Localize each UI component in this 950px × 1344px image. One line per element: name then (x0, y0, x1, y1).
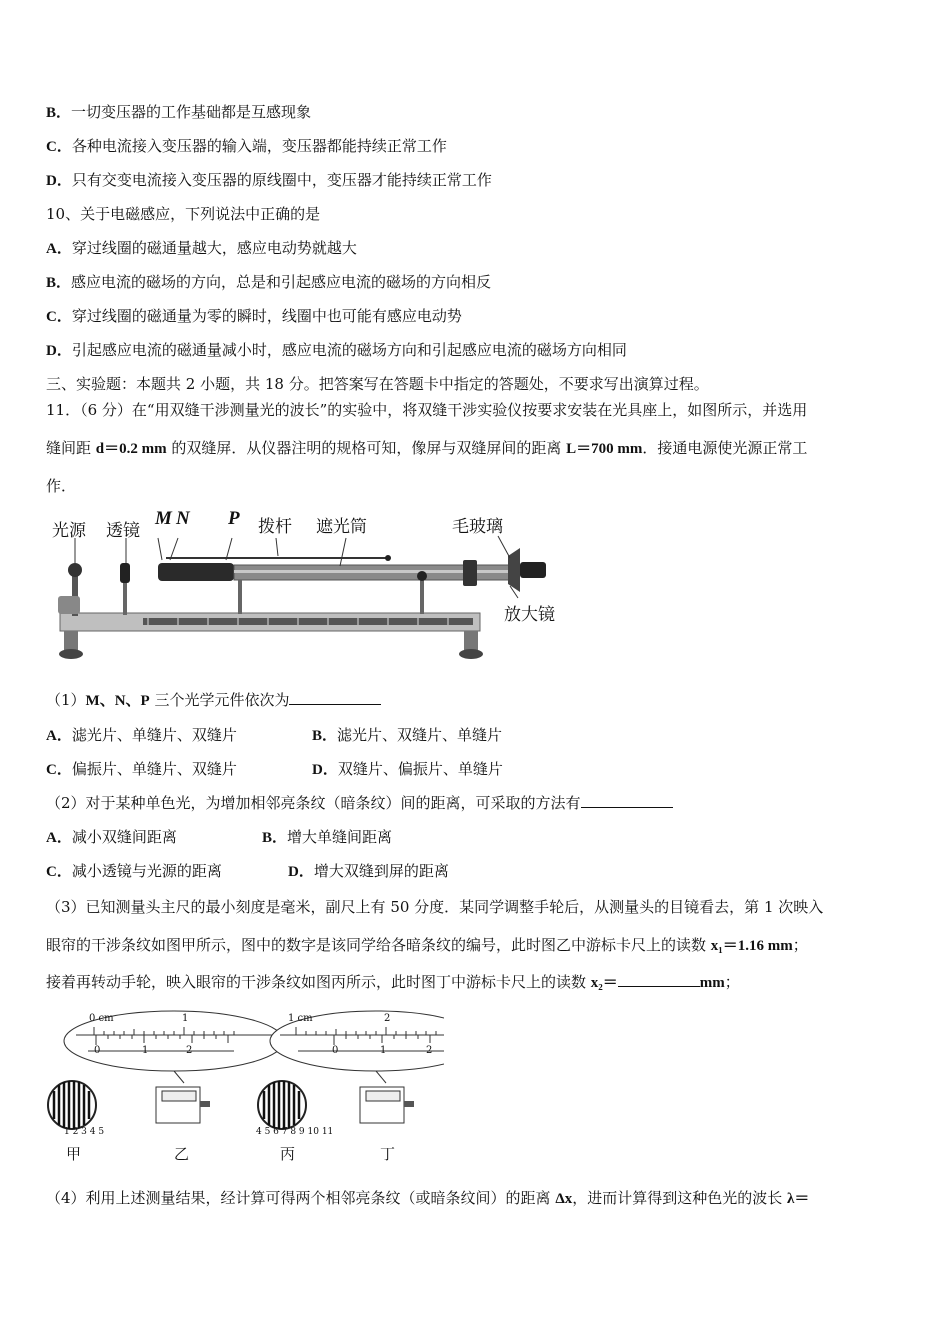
label-frosted-glass: 毛玻璃 (452, 517, 503, 537)
lens (120, 563, 130, 583)
label-light-source: 光源 (52, 521, 86, 541)
ding-vernier-0: 0 (332, 1045, 339, 1056)
yi-vernier-1: 1 (142, 1045, 149, 1056)
caption-ding: 丁 (380, 1145, 396, 1163)
label-P: P (228, 508, 240, 529)
q9-option-c: C．各种电流接入变压器的输入端，变压器都能持续正常工作 (46, 137, 447, 155)
q10-option-a: A．穿过线圈的磁通量越大，感应电动势就越大 (46, 239, 357, 257)
section-3-header: 三、实验题：本题共 2 小题，共 18 分。把答案写在答题卡中指定的答题处，不要求写出演算过程。 (46, 375, 709, 393)
yi-main-unit: 0 cm (89, 1013, 114, 1024)
label-N: N (176, 508, 190, 529)
ding-vernier-1: 1 (380, 1045, 387, 1056)
label-light-tube: 遮光筒 (316, 517, 367, 537)
q11-sub1-option-b: B．滤光片、双缝片、单缝片 (312, 726, 503, 744)
filter-holder (158, 563, 234, 581)
yi-vernier-2: 2 (186, 1045, 193, 1056)
q10-option-b: B．感应电流的磁场的方向，总是和引起感应电流的磁场的方向相反 (46, 273, 492, 291)
q11-sub1-option-a: A．滤光片、单缝片、双缝片 (46, 726, 237, 744)
q10-stem: 10、关于电磁感应，下列说法中正确的是 (46, 205, 321, 223)
q11-sub2-option-c: C．减小透镜与光源的距离 (46, 862, 222, 880)
q11-sub3-line1: （3）已知测量头主尺的最小刻度是毫米，副尺上有 50 分度．某同学调整手轮后，从测量头的目镜看去，第 1 次映入 (46, 898, 824, 916)
q11-stem-line1: 11．（6 分）在“用双缝干涉测量光的波长”的实验中，将双缝干涉实验仪按要求安装在光具座上，如图所示，并选用 (46, 401, 808, 419)
q11-sub2-option-b: B．增大单缝间距离 (262, 828, 393, 846)
caption-jia: 甲 (66, 1145, 82, 1163)
measurement-drawing (44, 1005, 444, 1165)
label-lens: 透镜 (106, 521, 140, 541)
bing-fringe-numbers: 4 5 6 7 8 9 10 11 (256, 1127, 334, 1137)
q9-option-d: D．只有交变电流接入变压器的原线圈中，变压器才能持续正常工作 (46, 171, 492, 189)
label-M: M (155, 508, 172, 529)
q11-sub2-stem: （2）对于某种单色光，为增加相邻亮条纹（暗条纹）间的距离，可采取的方法有 (46, 793, 673, 813)
label-magnifier: 放大镜 (504, 605, 555, 625)
q11-sub3-line3: 接着再转动手轮，映入眼帘的干涉条纹如图丙所示，此时图丁中游标卡尺上的读数 x₂＝ mm； (46, 973, 740, 991)
ding-vernier-2: 2 (426, 1045, 433, 1056)
ding-main-unit: 1 cm (288, 1013, 313, 1024)
q11-sub2-option-d: D．增大双缝到屏的距离 (288, 862, 449, 880)
q10-option-c: C．穿过线圈的磁通量为零的瞬时，线圈中也可能有感应电动势 (46, 307, 462, 325)
frosted-glass (508, 548, 520, 592)
jia-fringe-numbers: 1 2 3 4 5 (64, 1127, 105, 1137)
q11-sub4-line: （4）利用上述测量结果，经计算可得两个相邻亮条纹（或暗条纹间）的距离 Δx，进而计算得到这种色光的波长 λ＝ (46, 1189, 810, 1207)
caption-bing: 丙 (280, 1145, 296, 1163)
q11-sub1-option-d: D．双缝片、偏振片、单缝片 (312, 760, 503, 778)
yi-vernier-0: 0 (94, 1045, 101, 1056)
q11-sub2-option-a: A．减小双缝间距离 (46, 828, 177, 846)
magnifier (520, 562, 546, 578)
yi-main-1: 1 (182, 1013, 189, 1024)
ding-main-2: 2 (384, 1013, 391, 1024)
measurement-figure (44, 1005, 444, 1165)
q11-stem-line2: 缝间距 d＝0.2 mm 的双缝屏．从仪器注明的规格可知，像屏与双缝屏间的距离 L＝700 mm．接通电源使光源正常工 (46, 439, 808, 457)
apparatus-figure (48, 508, 588, 668)
q11-sub1-stem: （1）M、N、P 三个光学元件依次为 (46, 690, 381, 711)
q9-option-b: B．一切变压器的工作基础都是互感现象 (46, 103, 312, 121)
caption-yi: 乙 (174, 1145, 190, 1163)
q11-stem-line3: 作． (46, 477, 77, 495)
light-source (68, 563, 82, 577)
q11-sub3-line2: 眼帘的干涉条纹如图甲所示，图中的数字是该同学给各暗条纹的编号，此时图乙中游标卡尺上的读数 x₁＝1.16 mm； (46, 936, 808, 954)
q10-option-d: D．引起感应电流的磁通量减小时，感应电流的磁场方向和引起感应电流的磁场方向相同 (46, 341, 627, 359)
label-lever: 拨杆 (258, 517, 292, 537)
q11-sub1-option-c: C．偏振片、单缝片、双缝片 (46, 760, 237, 778)
